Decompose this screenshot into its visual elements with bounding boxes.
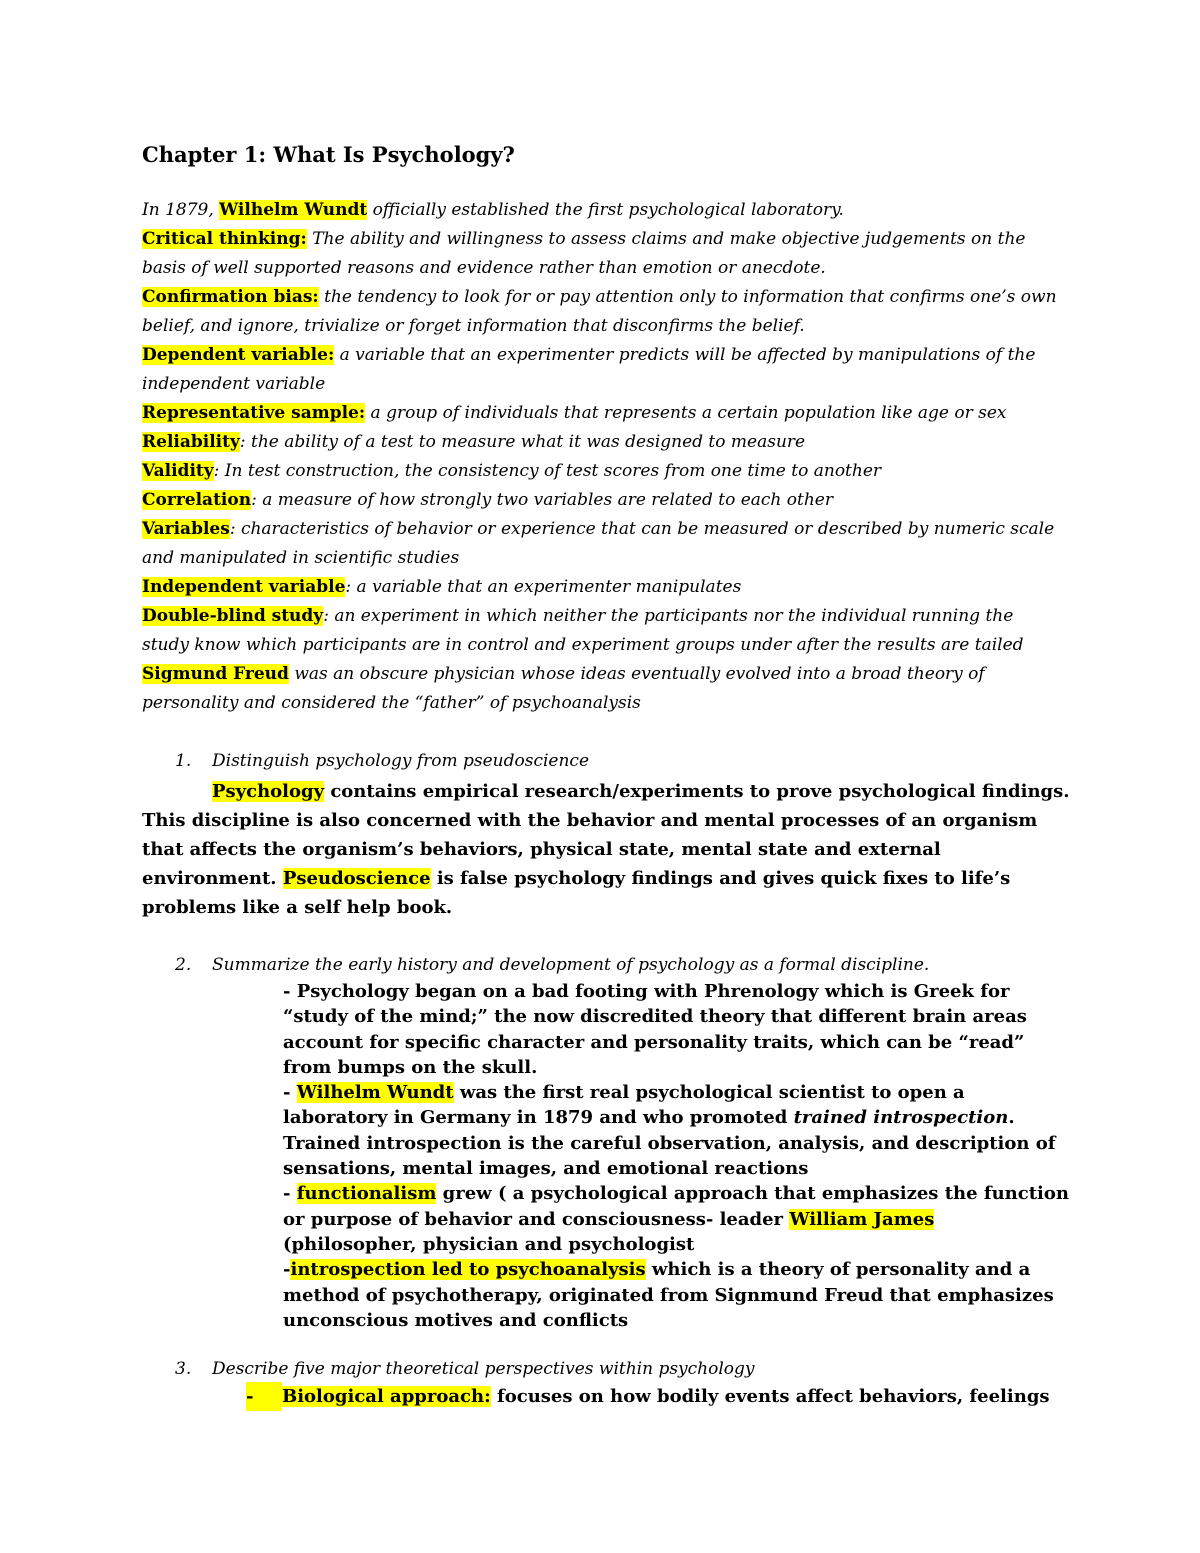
definition-validity: Validity: In test construction, the consistency of test scores from one time to another [142, 461, 882, 481]
q2-bullet-functionalism: - functionalism grew ( a psychological approach that emphasizes the function or purpose of behavior and consciousness- leader William James (philosopher, physician and psychologist [283, 1183, 1069, 1255]
definition-term: Critical thinking: [142, 229, 307, 249]
q2-bullet-psychoanalysis: -introspection led to psychoanalysis which is a theory of personality and a method of psychotherapy, originated from Signmund Freud that emphasizes unconscious motives and conflicts [283, 1259, 1054, 1331]
q2-answer [283, 979, 1073, 1333]
q1-text: Distinguish psychology from pseudoscience [212, 751, 590, 771]
definition-term: Dependent variable: [142, 345, 335, 365]
q2-bullet-phrenology: - Psychology began on a bad footing with Phrenology which is Greek for “study of the mind;” the now discredited theory that different brain areas account for specific character and personality traits, which can be “read” from bumps on the skull. [283, 981, 1027, 1078]
definition-term: Correlation [142, 490, 252, 510]
definition-critical-thinking: Critical thinking: The ability and willingness to assess claims and make objective judgements on the basis of well supported reasons and evidence rather than emotion or anecdote. [142, 229, 1026, 278]
definitions-list [142, 196, 1062, 718]
definition-correlation: Correlation: a measure of how strongly two variables are related to each other [142, 490, 833, 510]
definition-term: Reliability [142, 432, 240, 452]
definition-term: Validity [142, 461, 214, 481]
q3-text: Describe five major theoretical perspectives within psychology [212, 1359, 755, 1379]
definition-double-blind: Double-blind study: an experiment in which neither the participants nor the individual running the study know which participants are in control and experiment groups under after the results are tailed [142, 606, 1024, 655]
q3-answer [246, 1382, 1086, 1411]
definition-term: Independent variable [142, 577, 346, 597]
highlight-term: Psychology [212, 781, 325, 802]
highlight-term: Pseudoscience [282, 868, 431, 889]
definition-dependent-variable: Dependent variable: a variable that an experimenter predicts will be affected by manipulations of the independent variable [142, 345, 1036, 394]
q2-number: 2. [175, 955, 192, 975]
definition-independent-variable: Independent variable: a variable that an experimenter manipulates [142, 577, 742, 597]
definition-confirmation-bias: Confirmation bias: the tendency to look for or pay attention only to information that confirms one’s own belief, and ignore, trivialize or forget information that disconfirms the belief. [142, 287, 1057, 336]
definition-wundt: In 1879, Wilhelm Wundt officially established the first psychological laboratory. [142, 200, 844, 220]
q2-bullet-wundt: - Wilhelm Wundt was the first real psychological scientist to open a laboratory in Germany in 1879 and who promoted trained introspection. Trained introspection is the careful observation, analysis, and description of sensations, mental images, and emotional reactions [283, 1082, 1056, 1180]
highlight-term: William James [789, 1208, 935, 1230]
q2-text: Summarize the early history and development of psychology as a formal discipline. [212, 955, 930, 975]
definition-freud: Sigmund Freud was an obscure physician whose ideas eventually evolved into a broad theory of personality and considered the “father” of psychoanalysis [142, 664, 985, 713]
q3-bullet-biological: - Biological approach: focuses on how bodily events affect behaviors, feelings [246, 1382, 1086, 1411]
definition-term: Wilhelm Wundt [219, 200, 368, 220]
q1-answer [142, 777, 1072, 922]
definition-term: Representative sample: [142, 403, 366, 423]
chapter-title: Chapter 1: What Is Psychology? [142, 142, 515, 167]
highlight-term: Wilhelm Wundt [296, 1082, 454, 1104]
definition-representative-sample: Representative sample: a group of individuals that represents a certain population like age or sex [142, 403, 1007, 423]
definition-term: Sigmund Freud [142, 664, 289, 684]
q3-number: 3. [175, 1359, 192, 1379]
q1-number: 1. [175, 751, 192, 771]
highlight-term: functionalism [296, 1183, 437, 1205]
bullet-dash: - [246, 1382, 282, 1411]
definition-term: Confirmation bias: [142, 287, 319, 307]
definition-term: Variables [142, 519, 230, 539]
highlight-term: Biological approach: [282, 1386, 491, 1407]
definition-reliability: Reliability: the ability of a test to measure what it was designed to measure [142, 432, 806, 452]
definition-variables: Variables: characteristics of behavior or experience that can be measured or described by numeric scale and manipulated in scientific studies [142, 519, 1055, 568]
q1-psychology-paragraph: Psychology contains empirical research/experiments to prove psychological findings. This discipline is also concerned with the behavior and mental processes of an organism that affects the organism’s behaviors, physical state, mental state and external environment. Pseudoscience is false psychology findings and gives quick fixes to life’s problems like a self help book. [142, 781, 1070, 918]
definition-term: Double-blind study [142, 606, 324, 626]
highlight-term: introspection led to psychoanalysis [290, 1259, 646, 1281]
